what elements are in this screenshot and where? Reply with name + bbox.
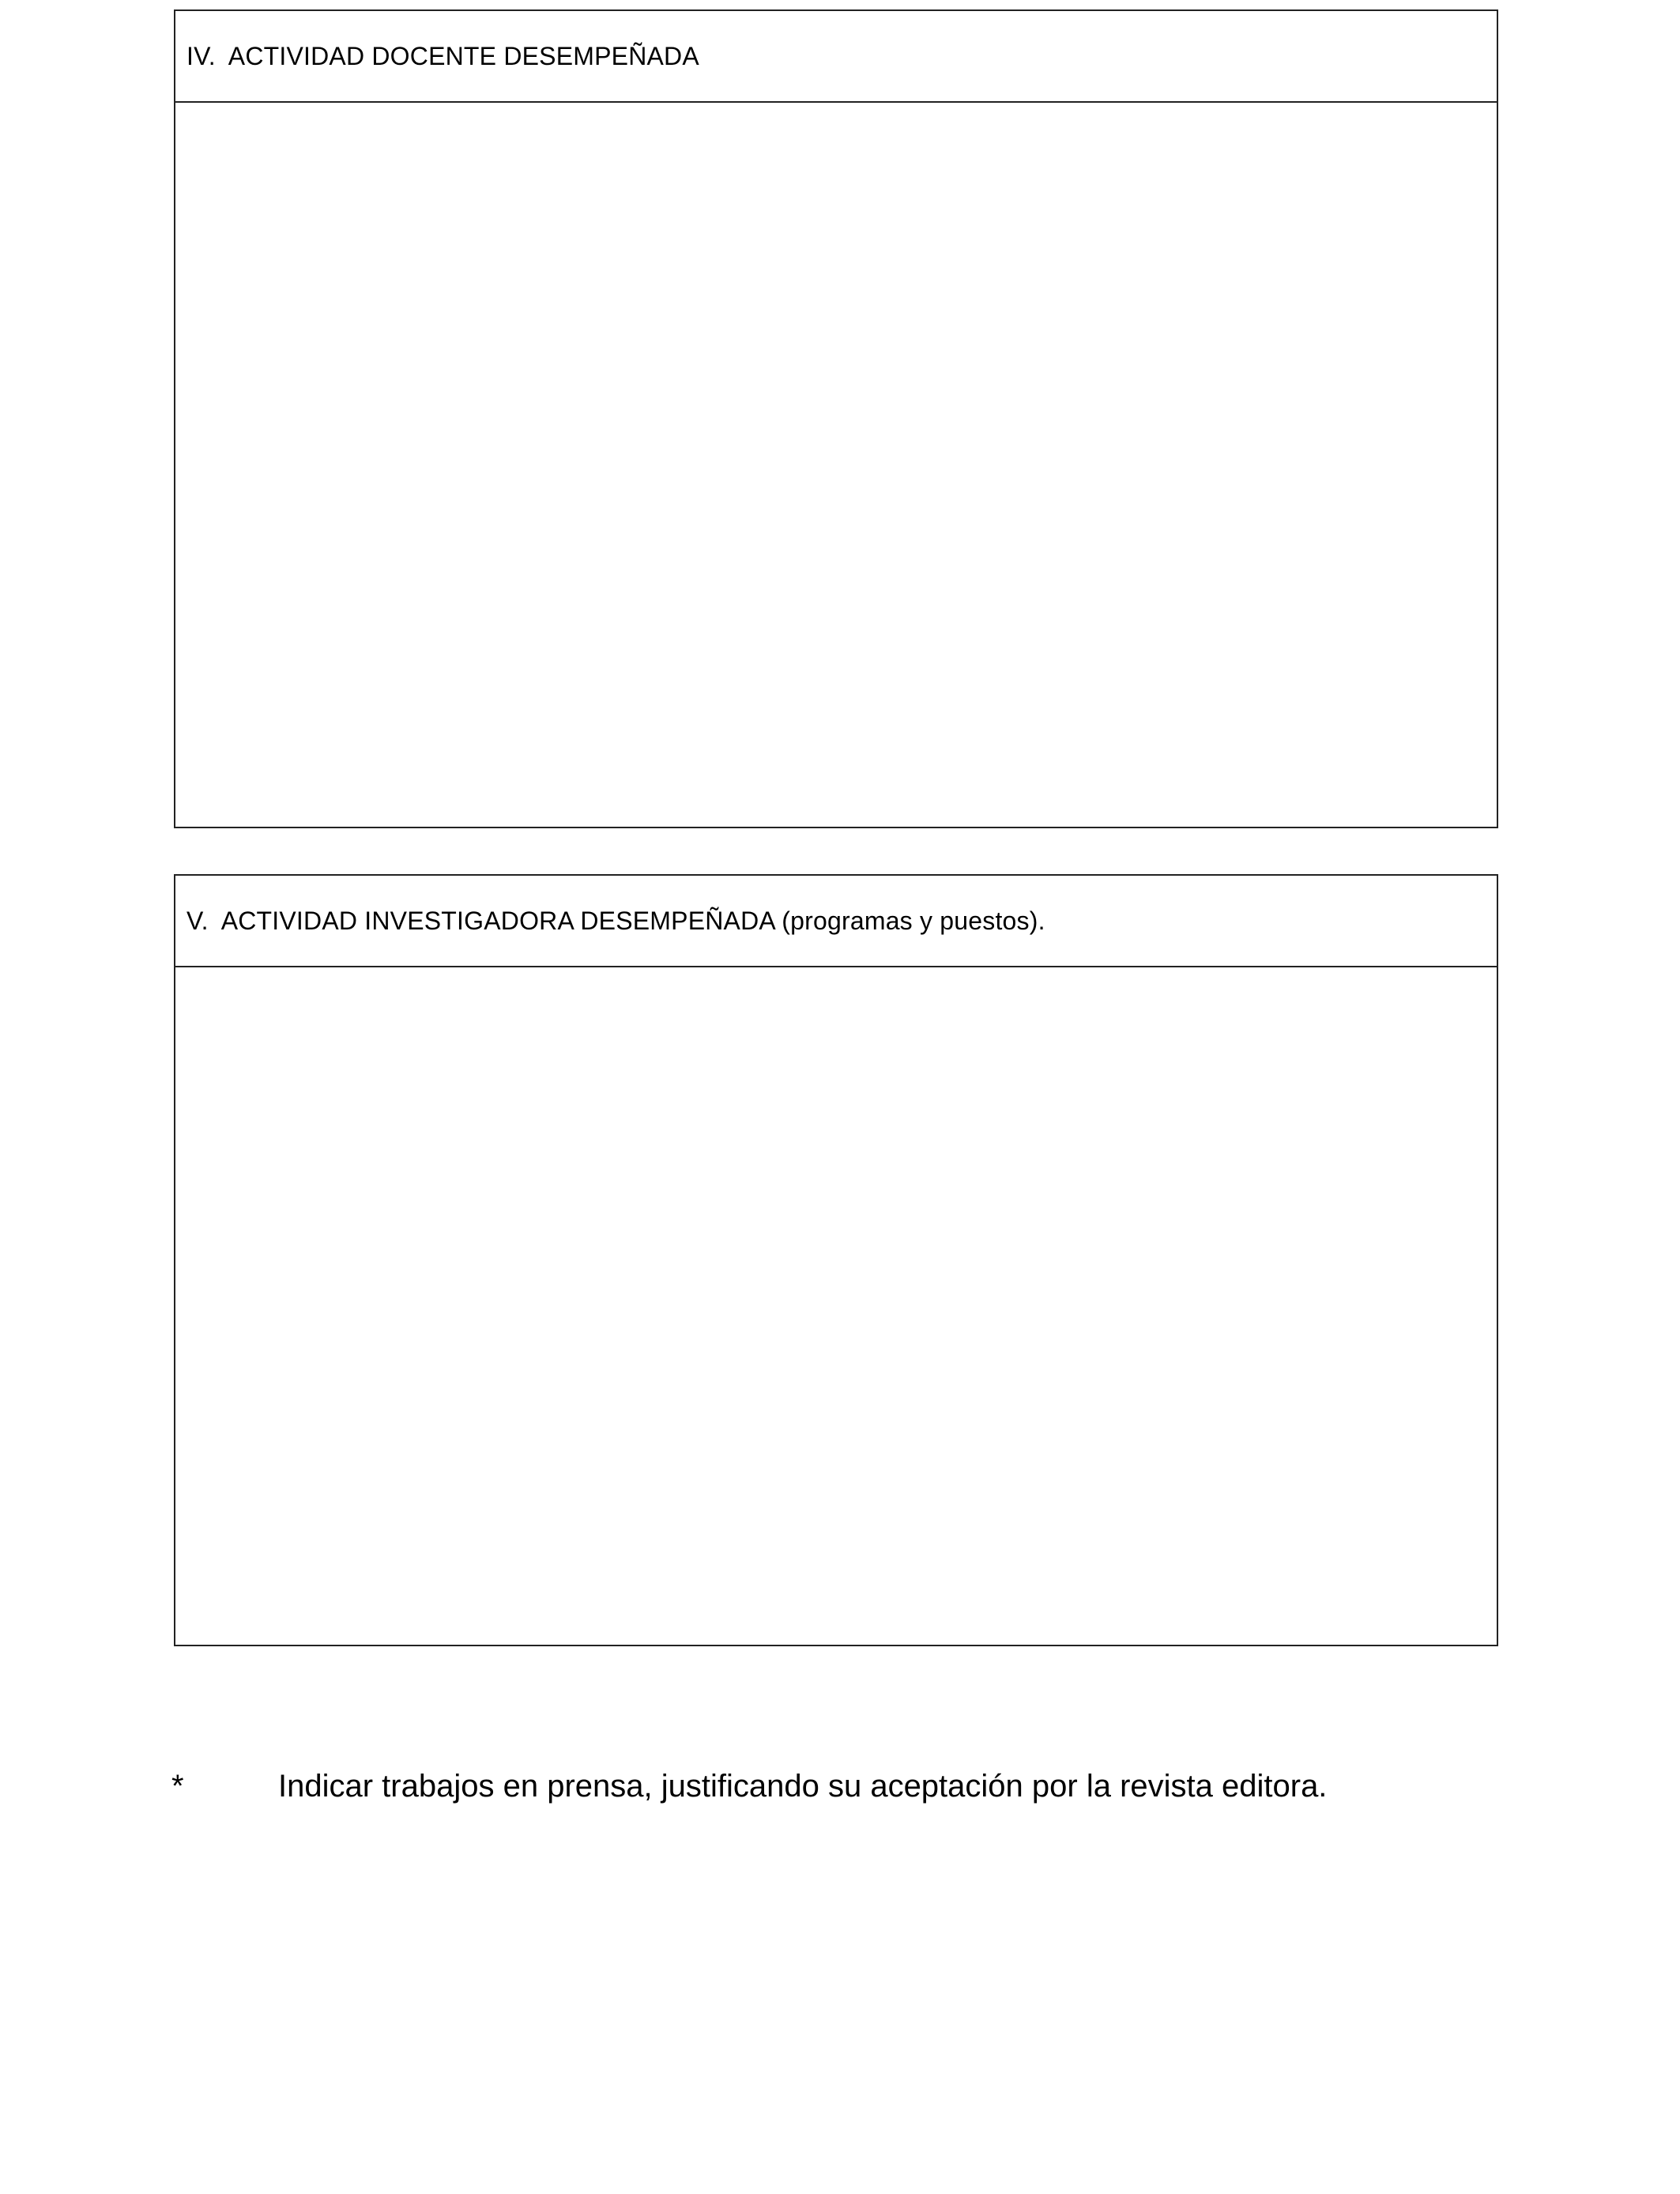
section-iv-content-area[interactable] xyxy=(175,103,1497,827)
footnote-text: Indicar trabajos en prensa, justificando su aceptación por la revista editora. xyxy=(278,1769,1328,1804)
section-v-number: V. xyxy=(186,906,209,935)
section-iv-header xyxy=(175,11,1497,103)
section-v-title: ACTIVIDAD INVESTIGADORA DESEMPEÑADA (programas y puestos). xyxy=(220,906,1045,935)
section-iv-box xyxy=(174,9,1498,828)
footnote-marker: * xyxy=(171,1769,184,1804)
section-v-content-area[interactable] xyxy=(175,967,1497,1645)
section-v-header xyxy=(175,876,1497,967)
section-iv-title: ACTIVIDAD DOCENTE DESEMPEÑADA xyxy=(228,41,699,70)
section-v-box xyxy=(174,874,1498,1646)
section-iv-number: IV. xyxy=(186,41,216,70)
